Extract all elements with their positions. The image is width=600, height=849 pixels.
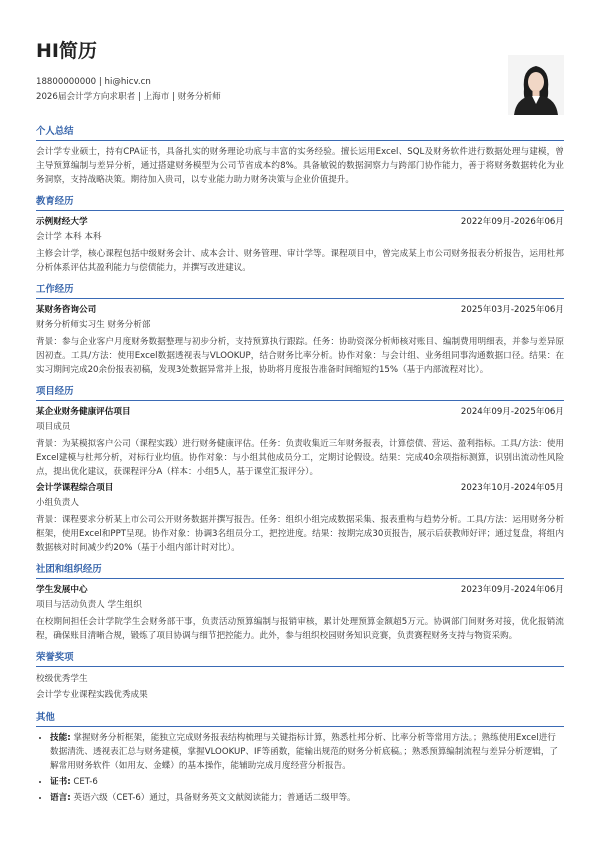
summary-section: [36, 125, 564, 187]
school-name: 示例财经大学: [36, 216, 88, 227]
section-title-summary: 个人总结: [36, 125, 564, 141]
education-date: 2022年09月-2026年06月: [460, 216, 564, 227]
language-label: 语言:: [50, 792, 71, 803]
work-position: 财务分析师实习生 财务分析部: [36, 319, 151, 330]
job-intent: 2026届会计学方向求职者 | 上海市 | 财务分析师: [36, 91, 221, 102]
project-entry-header: [36, 405, 564, 420]
skills-text: 掌握财务分析框架，能独立完成财务报表结构梳理与关键指标计算，熟悉杜邦分析、比率分析等常用方法。；熟练使用Excel进行数据清洗、透视表汇总与财务建模，掌握VLOOKUP、IF等函数，能输出规范的财务分析底稿。；熟悉预算编制流程与差异分析逻辑，了解常用财务软件（如用友、金蝶）的基本操作，能辅助完成月度经营分析报告。: [50, 732, 559, 771]
education-major: 会计学 本科 本科: [36, 231, 102, 242]
skills-label: 技能:: [50, 732, 71, 743]
profile-photo: [508, 55, 564, 115]
certificate-text: CET-6: [73, 776, 98, 787]
section-title-education: 教育经历: [36, 195, 564, 211]
language-text: 英语六级（CET-6）通过，具备财务英文文献阅读能力；普通话二级甲等。: [73, 792, 356, 803]
work-date: 2025年03月-2025年06月: [460, 304, 564, 315]
honor-item: 校级优秀学生: [36, 673, 88, 684]
education-description: 主修会计学，核心课程包括中级财务会计、成本会计、财务管理、审计学等。课程项目中，曾完成某上市公司财务报表分析报告，运用杜邦分析体系评估其盈利能力与偿债能力，并撰写改进建议。: [36, 248, 564, 273]
skills-item: [50, 731, 564, 773]
campus-entry-header: [36, 583, 564, 598]
section-title-honors: 荣誉奖项: [36, 651, 564, 667]
project-entry-header: [36, 481, 564, 496]
language-item: [50, 791, 564, 805]
others-list: [36, 731, 564, 805]
education-section: [36, 195, 564, 275]
projects-section: [36, 385, 564, 555]
campus-role: 项目与活动负责人 学生组织: [36, 599, 142, 610]
organization-name: 学生发展中心: [36, 584, 88, 595]
work-entry-header: [36, 303, 564, 318]
honors-section: [36, 651, 564, 703]
section-title-campus: 社团和组织经历: [36, 563, 564, 579]
campus-date: 2023年09月-2024年06月: [460, 584, 564, 595]
contact-info: 18800000000 | hi@hicv.cn: [36, 76, 151, 87]
section-title-work: 工作经历: [36, 283, 564, 299]
project-name: 会计学课程综合项目: [36, 482, 114, 493]
section-title-projects: 项目经历: [36, 385, 564, 401]
project-role: 小组负责人: [36, 497, 79, 508]
honor-item: 会计学专业课程实践优秀成果: [36, 689, 148, 700]
work-section: [36, 283, 564, 377]
candidate-name: HI简历: [36, 40, 97, 62]
project-description: 背景：为某模拟客户公司（课程实践）进行财务健康评估。任务：负责收集近三年财务报表，计算偿债、营运、盈利指标。工具/方法：使用Excel建模与杜邦分析，对标行业均值。协作对象：与小组其他成员分工，定期讨论假设。结果：完成40余项指标测算，识别出流动性风险点，提出优化建议，获课程评分A（样本：小组5人，基于课堂汇报评分）。: [36, 438, 564, 477]
project-description: 背景：课程要求分析某上市公司公开财务数据并撰写报告。任务：组织小组完成数据采集、报表重构与趋势分析。工具/方法：运用财务分析框架，使用Excel和PPT呈现。协作对象：协调3名组员分工，把控进度。结果：按期完成30页报告，展示后获教师好评；通过复盘，将组内数据核对时间减少约20%（基于小组内部计时对比）。: [36, 514, 564, 553]
summary-text: 会计学专业硕士，持有CPA证书，具备扎实的财务理论功底与丰富的实务经验。擅长运用Excel、SQL及财务软件进行数据处理与建模，曾主导预算编制与差异分析，通过搭建财务模型为公司节省成本约8%。具备敏锐的数据洞察力与跨部门协作能力，善于将财务数据转化为业务洞察，支持战略决策。期待加入贵司，以专业能力助力财务决策与企业价值提升。: [36, 146, 564, 185]
person-avatar-icon: [508, 55, 564, 115]
company-name: 某财务咨询公司: [36, 304, 97, 315]
education-entry-header: [36, 215, 564, 230]
campus-section: [36, 563, 564, 643]
certificate-label: 证书:: [50, 776, 71, 787]
others-section: [36, 711, 564, 805]
project-name: 某企业财务健康评估项目: [36, 406, 131, 417]
certificate-item: [50, 775, 564, 789]
work-description: 背景：参与企业客户月度财务数据整理与初步分析，支持预算执行跟踪。任务：协助资深分析师核对账目、编制费用明细表，并参与差异原因初查。工具/方法：使用Excel数据透视表与VLOOKUP，结合财务比率分析。协作对象：与会计组、业务组同事沟通数据口径。结果：在实习期间完成20余份报表初稿，发现3处数据异常并上报，协助将月度报告准备时间缩短约15%（基于内部流程对比）。: [36, 336, 564, 375]
project-date: 2024年09月-2025年06月: [460, 406, 564, 417]
section-title-others: 其他: [36, 711, 564, 727]
project-role: 项目成员: [36, 421, 71, 432]
campus-description: 在校期间担任会计学院学生会财务部干事，负责活动预算编制与报销审核，累计处理预算金额超5万元。协调部门间财务对接，优化报销流程，确保账目清晰合规，锻炼了项目协调与细节把控能力。此外，参与组织校园财务知识竞赛，负责赛程财务支持与物资采购。: [36, 616, 564, 641]
project-date: 2023年10月-2024年05月: [460, 482, 564, 493]
resume-header: [36, 40, 564, 105]
